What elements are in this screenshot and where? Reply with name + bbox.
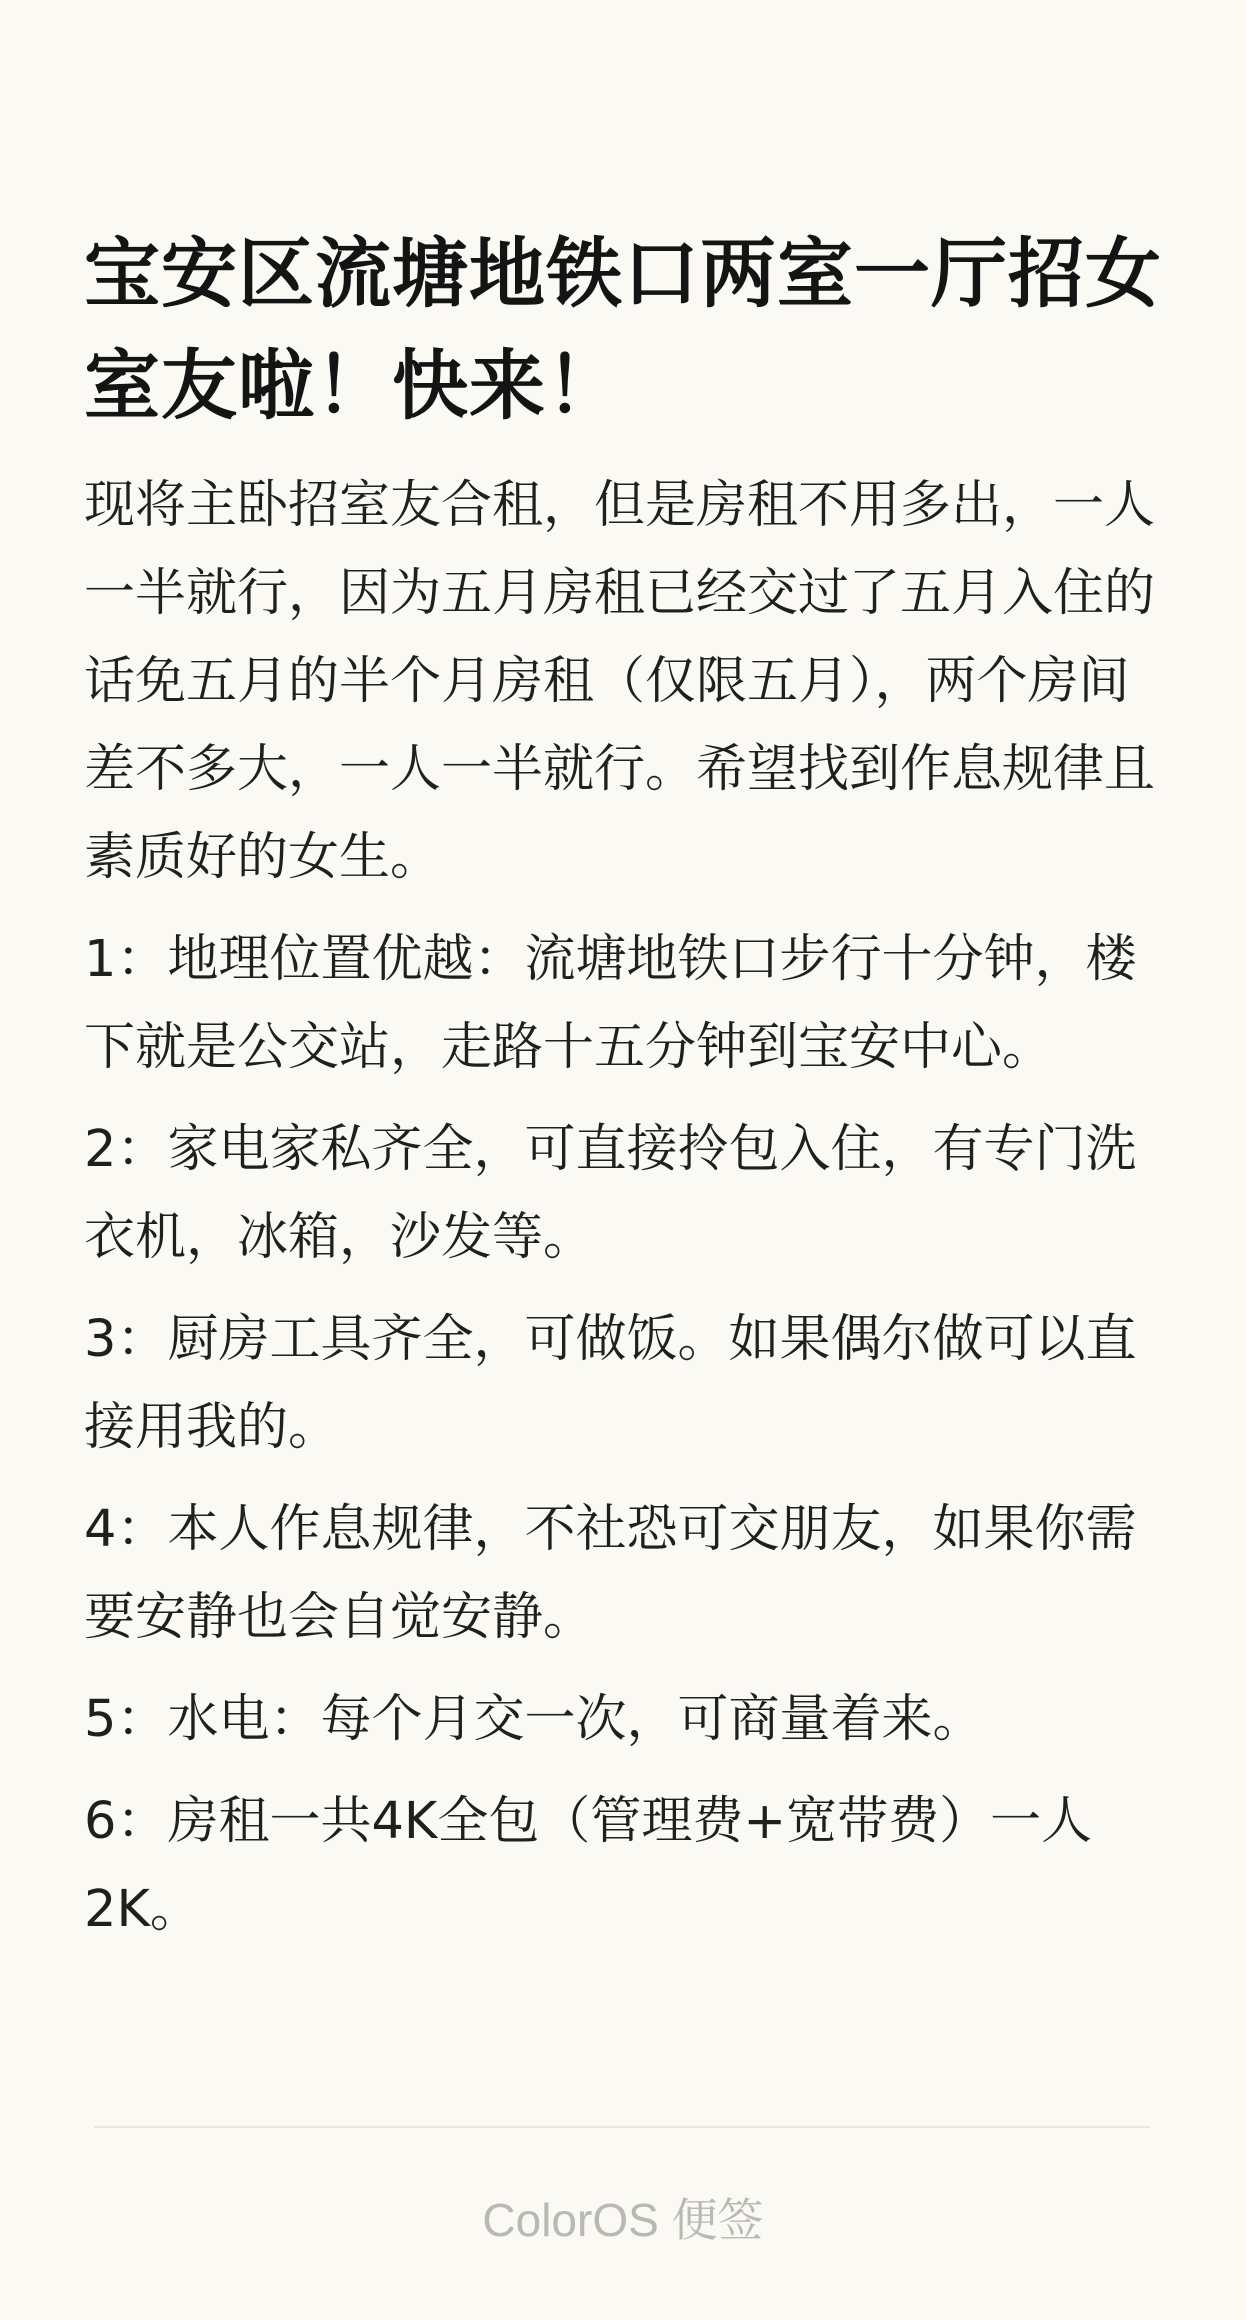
note-item-4: 4：本人作息规律，不社恐可交朋友，如果你需要安静也会自觉安静。 (84, 1500, 1137, 1647)
note-item-3: 3：厨房工具齐全，可做饭。如果偶尔做可以直接用我的。 (84, 1310, 1137, 1457)
note-item-5: 5：水电：每个月交一次，可商量着来。 (84, 1690, 984, 1749)
note-item-1: 1：地理位置优越：流塘地铁口步行十分钟，楼下就是公交站，走路十五分钟到宝安中心。 (84, 930, 1137, 1077)
note-intro-paragraph: 现将主卧招室友合租，但是房租不用多出，一人一半就行，因为五月房租已经交过了五月入住的话免五月的半个月房租（仅限五月），两个房间差不多大，一人一半就行。希望找到作息规律且素质好的女生。 (84, 476, 1156, 887)
note-item-6: 6：房租一共4K全包（管理费+宽带费）一人2K。 (84, 1792, 1093, 1939)
note-item-2: 2：家电家私齐全，可直接拎包入住，有专门洗衣机，冰箱，沙发等。 (84, 1120, 1137, 1267)
footer-divider (94, 2126, 1150, 2128)
note-title: 宝安区流塘地铁口两室一厅招女室友啦！快来！ (84, 229, 1162, 430)
note-content (84, 218, 1170, 1954)
app-watermark: ColorOS 便签 (482, 2194, 764, 2246)
